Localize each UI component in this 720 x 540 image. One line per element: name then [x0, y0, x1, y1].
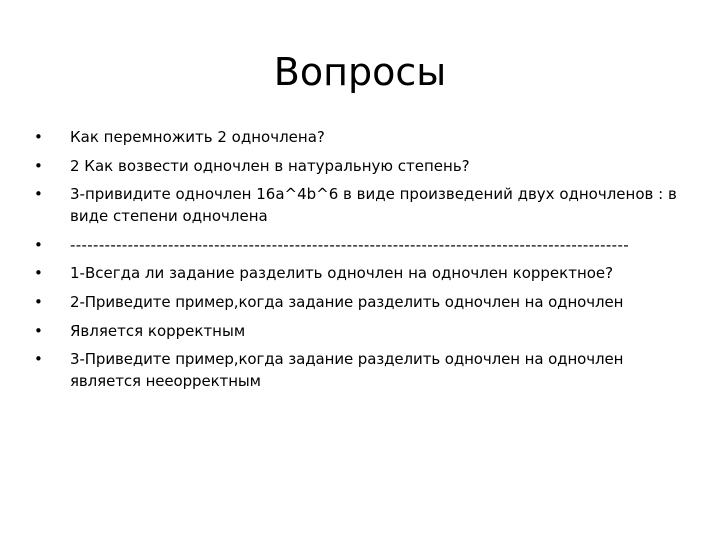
list-item [34, 320, 694, 342]
bullet-icon: • [34, 321, 43, 340]
list-item [34, 291, 694, 313]
slide-title: Вопросы [273, 50, 447, 94]
list-item-text: Является корректным [70, 321, 246, 340]
bullet-icon: • [34, 185, 43, 204]
list-item [34, 234, 694, 256]
bullet-icon: • [34, 264, 43, 283]
list-item-text: 2-Приведите пример,когда задание разделить одночлен на одночлен [70, 292, 624, 311]
list-item [34, 183, 694, 227]
list-item [34, 262, 694, 284]
bullet-icon: • [34, 128, 43, 146]
list-item-text: 3-Приведите пример,когда задание разделить одночлен на одночлен является нееорректным [70, 350, 624, 391]
bullet-icon: • [34, 156, 43, 175]
separator-line: ------------------------------------------------------------------------------------------------- [70, 235, 629, 254]
bullet-list [34, 126, 694, 399]
list-item [34, 348, 694, 392]
list-item-text: Как перемножить 2 одночлена? [70, 128, 325, 146]
list-item [34, 155, 694, 177]
bullet-icon: • [34, 235, 43, 254]
list-item [34, 126, 694, 148]
list-item-text: 1-Всегда ли задание разделить одночлен на одночлен корректное? [70, 264, 614, 283]
list-item-text: 3-привидите одночлен 16а^4b^6 в виде произведений двух одночленов : в виде степени одночлена [70, 185, 677, 226]
list-item-text: 2 Как возвести одночлен в натуральную степень? [70, 156, 470, 175]
bullet-icon: • [34, 292, 43, 311]
bullet-icon: • [34, 350, 43, 369]
